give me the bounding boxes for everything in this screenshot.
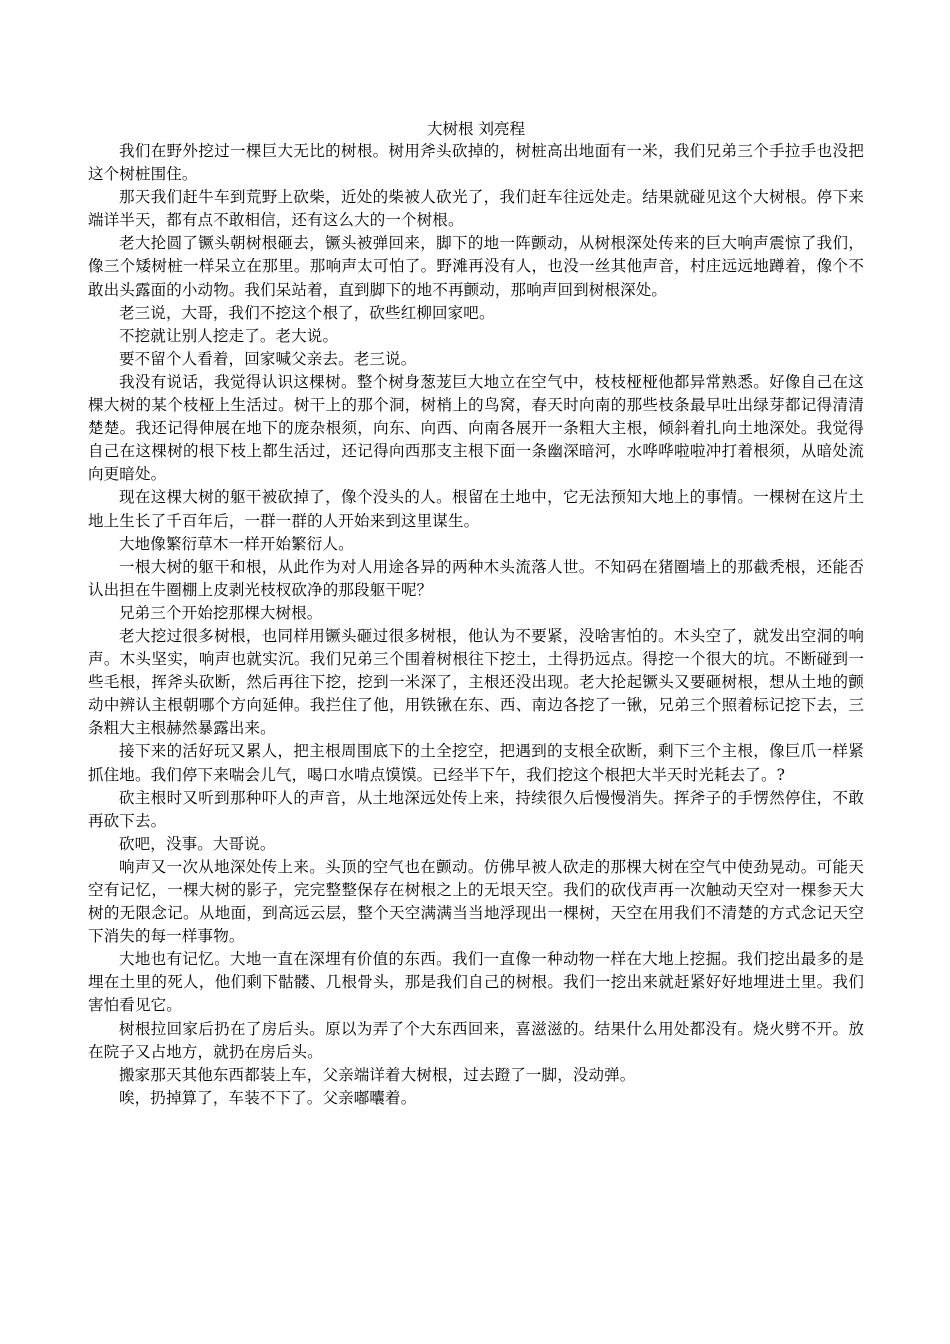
article-title: 大树根 刘亮程 [427,120,525,138]
paragraph: 砍吧，没事。大哥说。 [119,834,276,853]
paragraph: 接下来的活好玩又累人，把主根周围底下的土全挖空，把遇到的支根全砍断，剩下三个主根，像巨爪一样紧抓住地。我们停下来喘会儿气，喝口水啃点馍馍。已经半下午，我们挖这个根把大半天时光耗去了。? [88,742,864,784]
paragraph: 不挖就让别人挖走了。老大说。 [119,326,339,345]
paragraph: 现在这棵大树的躯干被砍掉了，像个没头的人。根留在土地中，它无法预知大地上的事情。一棵树在这片土地上生长了千百年后，一群一群的人开始来到这里谋生。 [88,488,864,530]
paragraph: 一根大树的躯干和根，从此作为对人用途各异的两种木头流落人世。不知码在猪圈墙上的那截秃根，还能否认出担在牛圈棚上皮剥光枝杈砍净的那段躯干呢？ [88,557,864,599]
paragraph: 老大抡圆了镢头朝树根砸去，镢头被弹回来，脚下的地一阵颤动，从树根深处传来的巨大响声震惊了我们，像三个矮树桩一样呆立在那里。那响声太可怕了。野滩再没有人，也没一丝其他声音，村庄远远地蹲着，像个不敢出头露面的小动物。我们呆站着，直到脚下的地不再颤动，那响声回到树根深处。 [88,234,864,299]
paragraph: 搬家那天其他东西都装上车，父亲端详着大树根，过去蹬了一脚，没动弹。 [119,1065,636,1084]
document-page [88,118,864,1110]
paragraph: 老大挖过很多树根，也同样用镢头砸过很多树根，他认为不要紧，没啥害怕的。木头空了，就发出空洞的响声。木头坚实，响声也就实沉。我们兄弟三个围着树根往下挖土，土得扔远点。得挖一个很大的坑。不断碰到一些毛根，挥斧头砍断，然后再往下挖，挖到一米深了，主根还没出现。老大抡起镢头又要砸树根，想从土地的颤动中辨认主根朝哪个方向延伸。我拦住了他，用铁锹在东、西、南边各挖了一锹，兄弟三个照着标记挖下去，三条粗大主根赫然暴露出来。 [88,626,864,738]
paragraph: 树根拉回家后扔在了房后头。原以为弄了个大东西回来，喜滋滋的。结果什么用处都没有。烧火劈不开。放在院子又占地方，就扔在房后头。 [88,1019,864,1061]
paragraph: 大地也有记忆。大地一直在深埋有价值的东西。我们一直像一种动物一样在大地上挖掘。我们挖出最多的是埋在土里的死人，他们剩下骷髅、几根骨头，那是我们自己的树根。我们一挖出来就赶紧好好地埋进土里。我们害怕看见它。 [88,950,864,1015]
article-body [88,140,864,1110]
paragraph: 大地像繁衍草木一样开始繁衍人。 [119,534,354,553]
paragraph: 老三说，大哥，我们不挖这个根了，砍些红柳回家吧。 [119,303,495,322]
paragraph: 我没有说话，我觉得认识这棵树。整个树身葱茏巨大地立在空气中，枝枝桠桠他都异常熟悉。好像自己在这棵大树的某个枝桠上生活过。树干上的那个洞，树梢上的鸟窝，春天时向南的那些枝条最早吐出绿芽都记得清清楚楚。我还记得伸展在地下的庞杂根须，向东、向西、向南各展开一条粗大主根，倾斜着扎向土地深处。我觉得自己在这棵树的根下枝上都生活过，还记得向西那支主根下面一条幽深暗河，水哗哗啦啦冲打着根须，从暗处流向更暗处。 [88,372,864,484]
paragraph: 要不留个人看着，回家喊父亲去。老三说。 [119,349,417,368]
paragraph: 响声又一次从地深处传上来。头顶的空气也在颤动。仿佛早被人砍走的那棵大树在空气中使劲晃动。可能天空有记忆，一棵大树的影子，完完整整保存在树根之上的无垠天空。我们的砍伐声再一次触动天空对一棵参天大树的无限念记。从地面，到高远云层，整个天空满满当当地浮现出一棵树，天空在用我们不清楚的方式念记天空下消失的每一样事物。 [88,857,864,946]
paragraph: 砍主根时又听到那种吓人的声音，从土地深远处传上来，持续很久后慢慢消失。挥斧子的手愣然停住，不敢再砍下去。 [88,788,864,830]
paragraph: 我们在野外挖过一棵巨大无比的树根。树用斧头砍掉的，树桩高出地面有一米，我们兄弟三个手拉手也没把这个树桩围住。 [88,142,864,184]
paragraph: 那天我们赶牛车到荒野上砍柴，近处的柴被人砍光了，我们赶车往远处走。结果就碰见这个大树根。停下来端详半天，都有点不敢相信，还有这么大的一个树根。 [88,188,864,230]
paragraph: 兄弟三个开始挖那棵大树根。 [119,603,323,622]
paragraph: 唉，扔掉算了，车装不下了。父亲嘟囔着。 [119,1088,417,1107]
